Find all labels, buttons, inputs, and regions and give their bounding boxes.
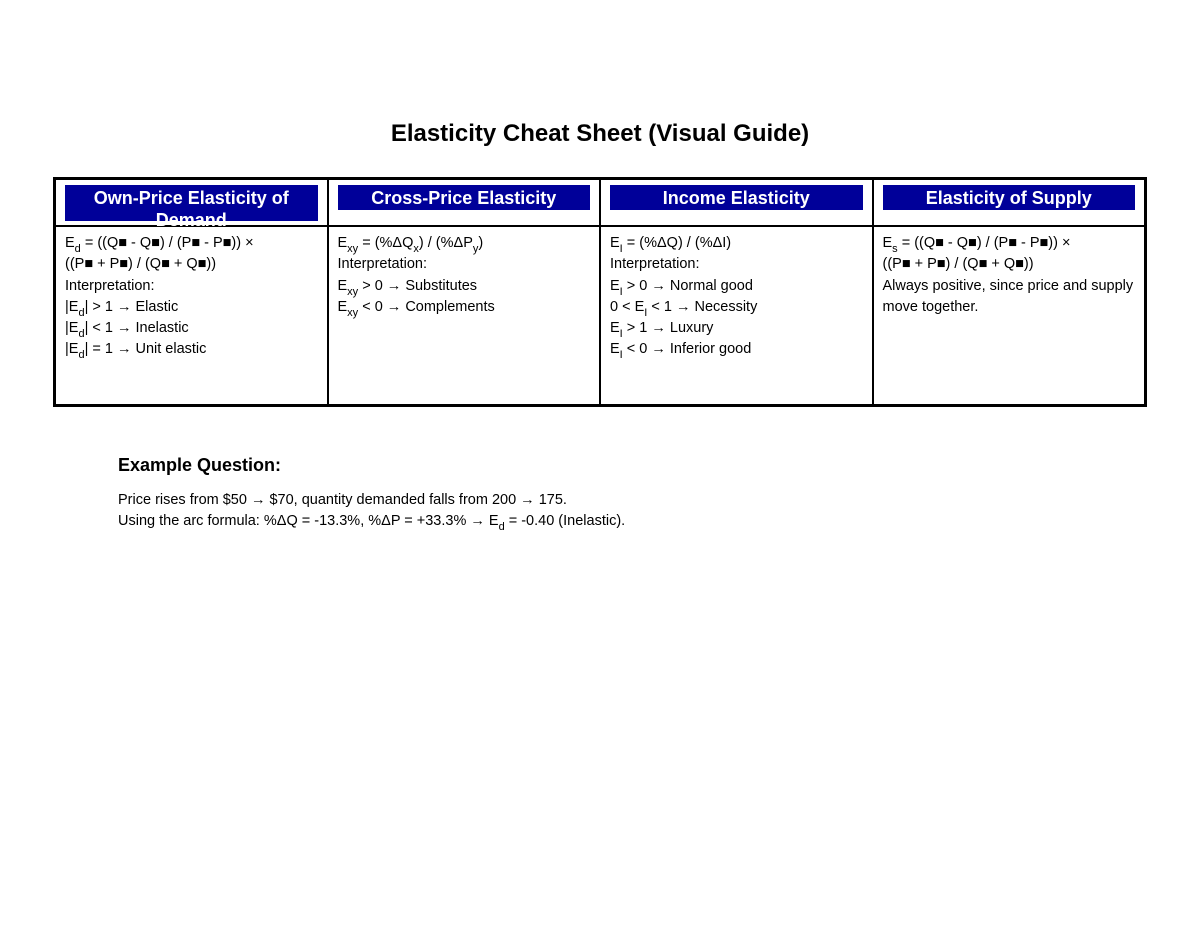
page-title: Elasticity Cheat Sheet (Visual Guide) (390, 120, 810, 147)
column-header-cell (874, 180, 1145, 227)
interpretation-item: $E_{xy} < 0$ → Complements (337, 298, 495, 319)
interpretation-label: Interpretation: (65, 277, 155, 294)
formula-line: ((P■ + P■) / (Q■ + Q■)) (65, 256, 217, 273)
column-header-cell (329, 180, 600, 227)
formula-line: $E_I = (\%\Delta Q) / (\%\Delta I)$ (610, 235, 732, 255)
formula-line: $E_d$ = ((Q■ - Q■) / (P■ - P■)) × (65, 235, 254, 255)
example-section (118, 455, 1118, 532)
interpretation-item: $|E_d| > 1$ → Elastic (65, 298, 179, 319)
column-supply (874, 180, 1145, 404)
column-header-cell (56, 180, 327, 230)
column-own-price (56, 180, 329, 404)
interpretation-item: $E_I > 1$ → Luxury (610, 320, 714, 341)
elasticity-table (53, 177, 1147, 407)
interpretation-item: $E_{xy} > 0$ → Substitutes (337, 277, 478, 298)
formula-line: ((P■ + P■) / (Q■ + Q■)) (882, 256, 1034, 273)
interpretation-item: $|E_d| = 1$ → Unit elastic (65, 341, 207, 362)
column-body-supply (874, 227, 1145, 318)
supply-note: Always positive, since price and supply move together. (882, 277, 1134, 315)
column-header-cell (601, 180, 872, 227)
formula-line: $E_s$ = ((Q■ - Q■) / (P■ - P■)) × (882, 235, 1071, 255)
interpretation-item: $E_I < 0$ → Inferior good (610, 341, 752, 362)
interpretation-item: $|E_d| < 1$ → Inelastic (65, 320, 189, 341)
column-cross-price (329, 180, 602, 404)
column-income (601, 180, 874, 404)
interpretation-item: $E_I > 0$ → Normal good (610, 277, 753, 298)
example-line-1: Price rises from $50 → $70, quantity demanded falls from 200 → 175. (118, 492, 567, 508)
column-header-own-price: Own-Price Elasticity of Demand (65, 185, 318, 221)
column-header-income: Income Elasticity (610, 185, 863, 210)
example-title: Example Question: (118, 455, 282, 475)
example-line-2: Using the arc formula: %ΔQ = -13.3%, $\%\Delta P = +33.3\% \to E_d = -0.40$ (Inelastic). (118, 513, 626, 533)
column-header-supply: Elasticity of Supply (883, 185, 1136, 210)
interpretation-label: Interpretation: (610, 256, 700, 273)
column-body-own-price (56, 227, 327, 361)
column-body-cross-price (329, 227, 600, 318)
column-body-income (601, 227, 872, 361)
formula-line: $E_{xy} = (\%\Delta Q_x) / (\%\Delta P_y)$ (337, 235, 484, 255)
column-header-cross-price: Cross-Price Elasticity (338, 185, 591, 210)
interpretation-item: $0 < E_I < 1$ → Necessity (610, 298, 758, 319)
interpretation-label: Interpretation: (337, 256, 427, 273)
